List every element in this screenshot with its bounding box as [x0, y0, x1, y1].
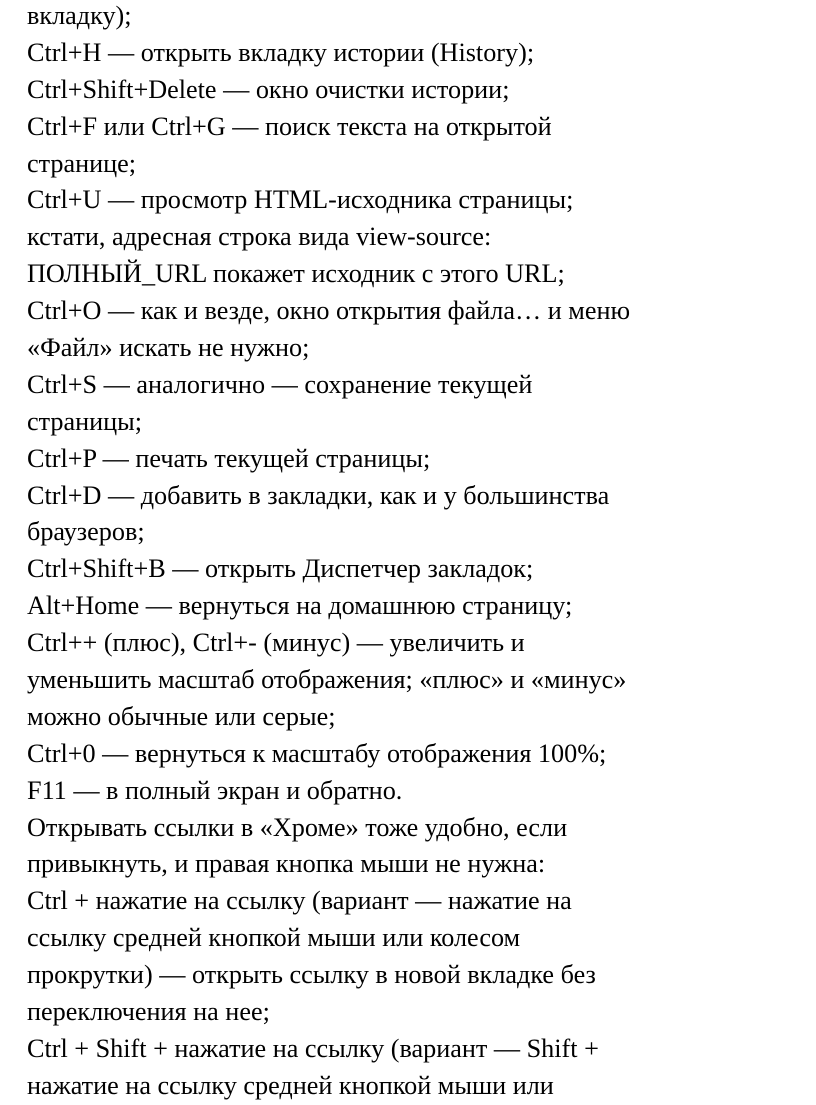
text-line: можно обычные или серые;: [27, 701, 336, 731]
text-line: Ctrl+P — печать текущей страницы;: [27, 443, 431, 473]
text-line: Ctrl+U — просмотр HTML-исходника страницы;: [27, 185, 574, 215]
text-line: вкладку);: [27, 1, 132, 30]
text-line: Alt+Home — вернуться на домашнюю страницу;: [27, 591, 573, 621]
text-line: ссылку средней кнопкой мыши или колесом: [27, 923, 521, 953]
text-line: Ctrl++ (плюс), Ctrl+- (минус) — увеличить и: [27, 628, 525, 658]
text-line: ПОЛНЫЙ_URL покажет исходник с этого URL;: [27, 259, 565, 289]
text-line: Ctrl+O — как и везде, окно открытия файла… и меню: [27, 296, 631, 326]
document-text-block: [27, 0, 807, 1105]
text-line: переключения на нее;: [27, 997, 270, 1027]
text-line: Ctrl+0 — вернуться к масштабу отображения 100%;: [27, 738, 607, 768]
text-line: «Файл» искать не нужно;: [27, 333, 310, 363]
text-line: Ctrl+S — аналогично — сохранение текущей: [27, 369, 533, 399]
text-line: страницы;: [27, 406, 143, 436]
text-line: нажатие на ссылку средней кнопкой мыши или: [27, 1070, 554, 1100]
text-line: Ctrl+Shift+Delete — окно очистки истории;: [27, 74, 510, 104]
text-line: прокрутки) — открыть ссылку в новой вкладке без: [27, 960, 596, 990]
text-line: странице;: [27, 148, 137, 178]
text-line: уменьшить масштаб отображения; «плюс» и «минус»: [27, 665, 627, 695]
text-line: привыкнуть, и правая кнопка мыши не нужна:: [27, 849, 546, 879]
text-line: Ctrl + нажатие на ссылку (вариант — нажатие на: [27, 886, 572, 916]
text-line: Ctrl + Shift + нажатие на ссылку (вариант — Shift +: [27, 1033, 599, 1063]
text-line: F11 — в полный экран и обратно.: [27, 775, 403, 805]
text-line: Открывать ссылки в «Хроме» тоже удобно, если: [27, 812, 568, 842]
text-line: Ctrl+F или Ctrl+G — поиск текста на открытой: [27, 111, 552, 141]
text-line: Ctrl+Shift+B — открыть Диспетчер закладок;: [27, 554, 534, 584]
text-line: браузеров;: [27, 517, 145, 547]
text-line: Ctrl+D — добавить в закладки, как и у большинства: [27, 480, 610, 510]
text-line: кстати, адресная строка вида view-source:: [27, 222, 492, 252]
text-line: Ctrl+H — открыть вкладку истории (History);: [27, 37, 535, 67]
